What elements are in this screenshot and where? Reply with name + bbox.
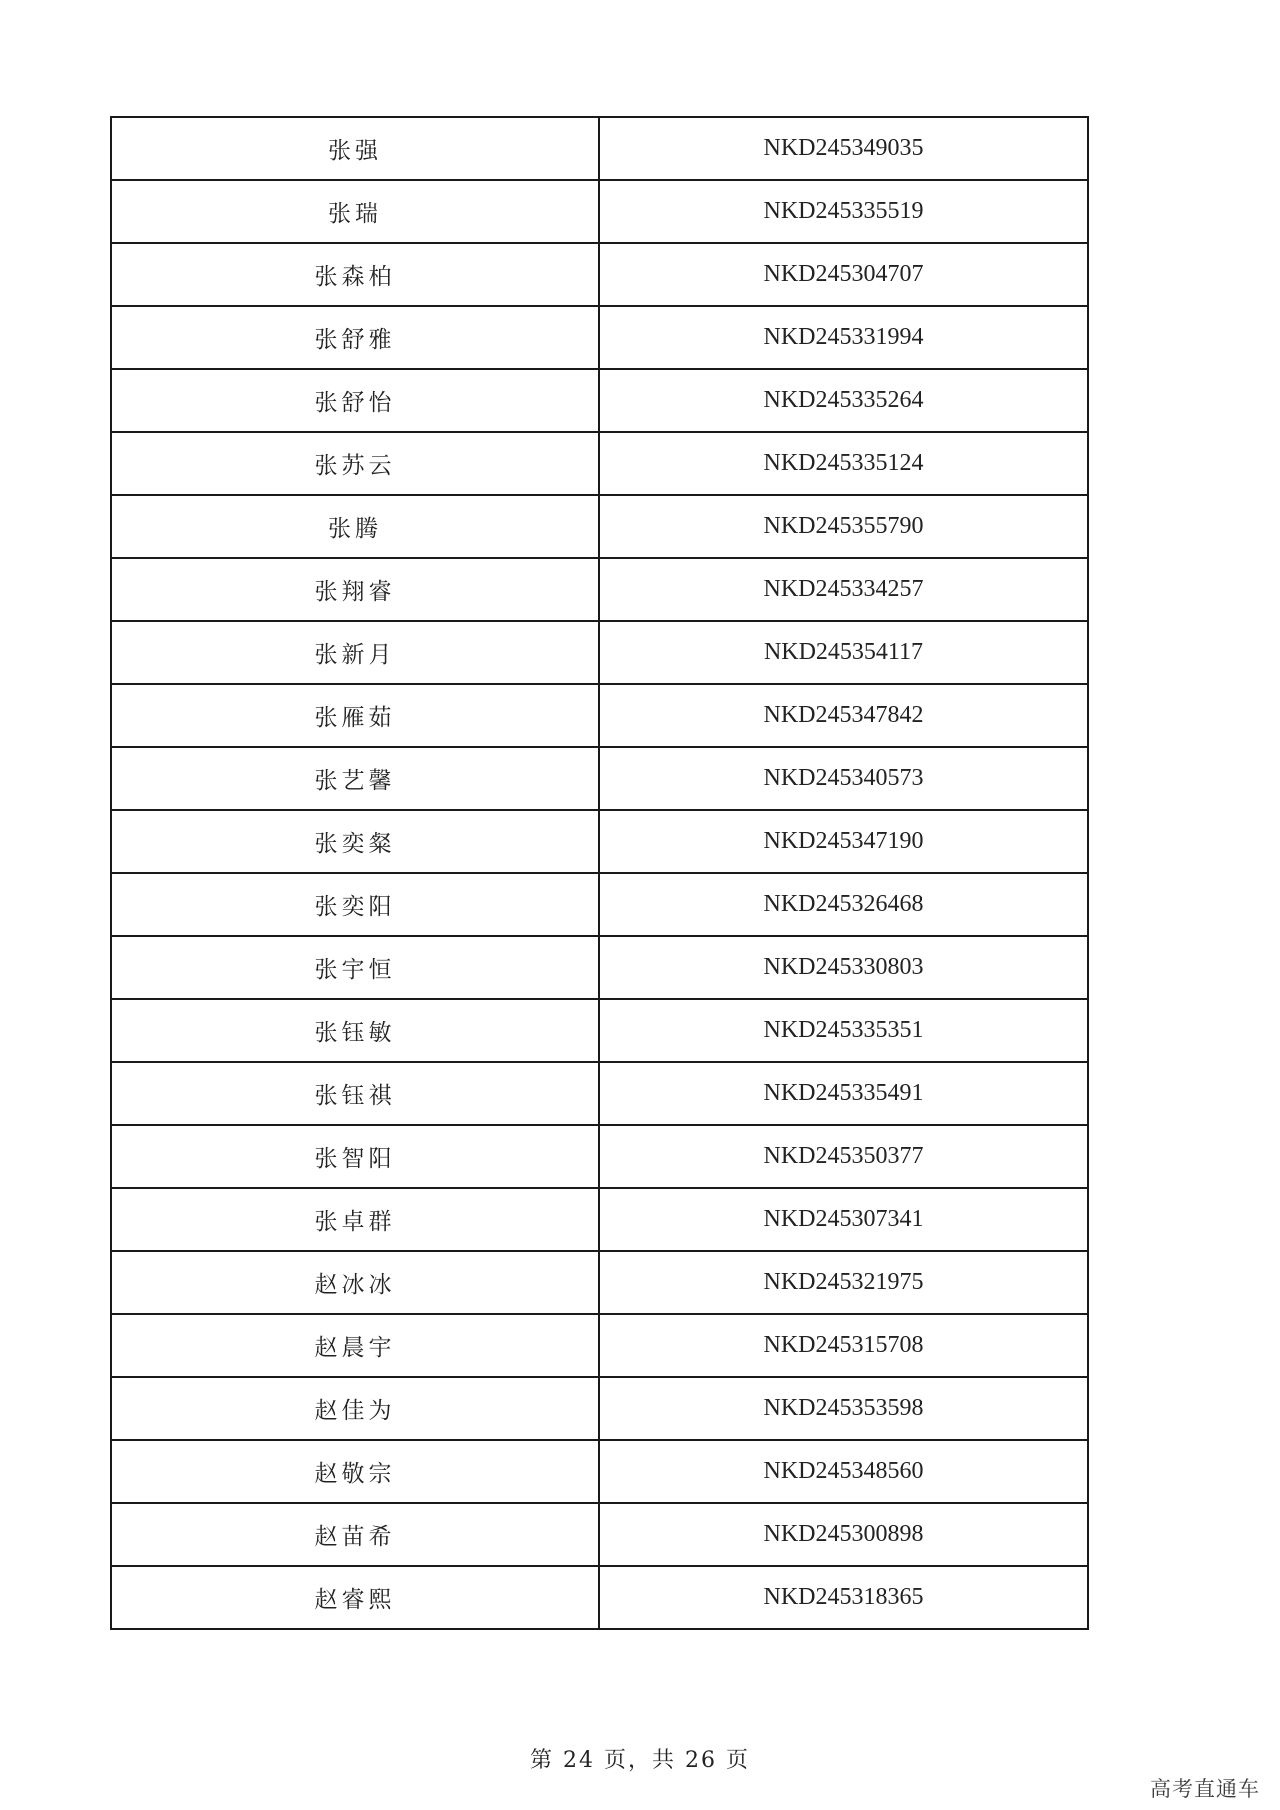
table-row: [111, 1062, 1088, 1125]
name-cell: 张奕粲: [111, 810, 599, 873]
table-row: [111, 243, 1088, 306]
name-cell: 张艺馨: [111, 747, 599, 810]
name-cell: 赵晨宇: [111, 1314, 599, 1377]
id-cell: NKD245347190: [599, 810, 1088, 873]
id-cell: NKD245335124: [599, 432, 1088, 495]
id-cell: NKD245355790: [599, 495, 1088, 558]
name-cell: 张腾: [111, 495, 599, 558]
name-cell: 张智阳: [111, 1125, 599, 1188]
table-row: [111, 1251, 1088, 1314]
name-cell: 张钰祺: [111, 1062, 599, 1125]
id-cell: NKD245335491: [599, 1062, 1088, 1125]
table-row: [111, 684, 1088, 747]
watermark-text: 高考直通车: [1150, 1777, 1260, 1801]
table-row: [111, 117, 1088, 180]
name-cell: 张舒怡: [111, 369, 599, 432]
table-row: [111, 873, 1088, 936]
table-row: [111, 180, 1088, 243]
name-cell: 张钰敏: [111, 999, 599, 1062]
id-cell: NKD245307341: [599, 1188, 1088, 1251]
table-row: [111, 747, 1088, 810]
table-row: [111, 621, 1088, 684]
id-cell: NKD245349035: [599, 117, 1088, 180]
name-cell: 赵睿熙: [111, 1566, 599, 1629]
name-cell: 张宇恒: [111, 936, 599, 999]
name-cell: 张苏云: [111, 432, 599, 495]
name-cell: 张雁茹: [111, 684, 599, 747]
table-row: [111, 1440, 1088, 1503]
id-cell: NKD245335351: [599, 999, 1088, 1062]
id-cell: NKD245330803: [599, 936, 1088, 999]
table-row: [111, 558, 1088, 621]
roster-table-body: [111, 117, 1088, 1629]
name-cell: 张强: [111, 117, 599, 180]
table-row: [111, 1125, 1088, 1188]
id-cell: NKD245300898: [599, 1503, 1088, 1566]
table-row: [111, 936, 1088, 999]
page-number-footer: 第 24 页，共 26 页: [530, 1748, 750, 1773]
id-cell: NKD245335519: [599, 180, 1088, 243]
table-row: [111, 1188, 1088, 1251]
id-cell: NKD245348560: [599, 1440, 1088, 1503]
id-cell: NKD245334257: [599, 558, 1088, 621]
table-row: [111, 1503, 1088, 1566]
name-cell: 张森柏: [111, 243, 599, 306]
name-cell: 赵苗希: [111, 1503, 599, 1566]
name-cell: 张瑞: [111, 180, 599, 243]
id-cell: NKD245326468: [599, 873, 1088, 936]
id-cell: NKD245350377: [599, 1125, 1088, 1188]
table-row: [111, 306, 1088, 369]
id-cell: NKD245304707: [599, 243, 1088, 306]
name-cell: 张新月: [111, 621, 599, 684]
name-cell: 赵冰冰: [111, 1251, 599, 1314]
table-row: [111, 432, 1088, 495]
name-cell: 张奕阳: [111, 873, 599, 936]
table-row: [111, 1314, 1088, 1377]
table-row: [111, 369, 1088, 432]
table-row: [111, 810, 1088, 873]
id-cell: NKD245340573: [599, 747, 1088, 810]
id-cell: NKD245347842: [599, 684, 1088, 747]
id-cell: NKD245315708: [599, 1314, 1088, 1377]
id-cell: NKD245321975: [599, 1251, 1088, 1314]
roster-table: [110, 116, 1089, 1630]
name-cell: 赵佳为: [111, 1377, 599, 1440]
table-row: [111, 999, 1088, 1062]
table-row: [111, 1566, 1088, 1629]
name-cell: 赵敬宗: [111, 1440, 599, 1503]
name-cell: 张翔睿: [111, 558, 599, 621]
id-cell: NKD245335264: [599, 369, 1088, 432]
name-cell: 张舒雅: [111, 306, 599, 369]
id-cell: NKD245331994: [599, 306, 1088, 369]
id-cell: NKD245318365: [599, 1566, 1088, 1629]
id-cell: NKD245353598: [599, 1377, 1088, 1440]
name-cell: 张卓群: [111, 1188, 599, 1251]
table-row: [111, 495, 1088, 558]
table-row: [111, 1377, 1088, 1440]
id-cell: NKD245354117: [599, 621, 1088, 684]
